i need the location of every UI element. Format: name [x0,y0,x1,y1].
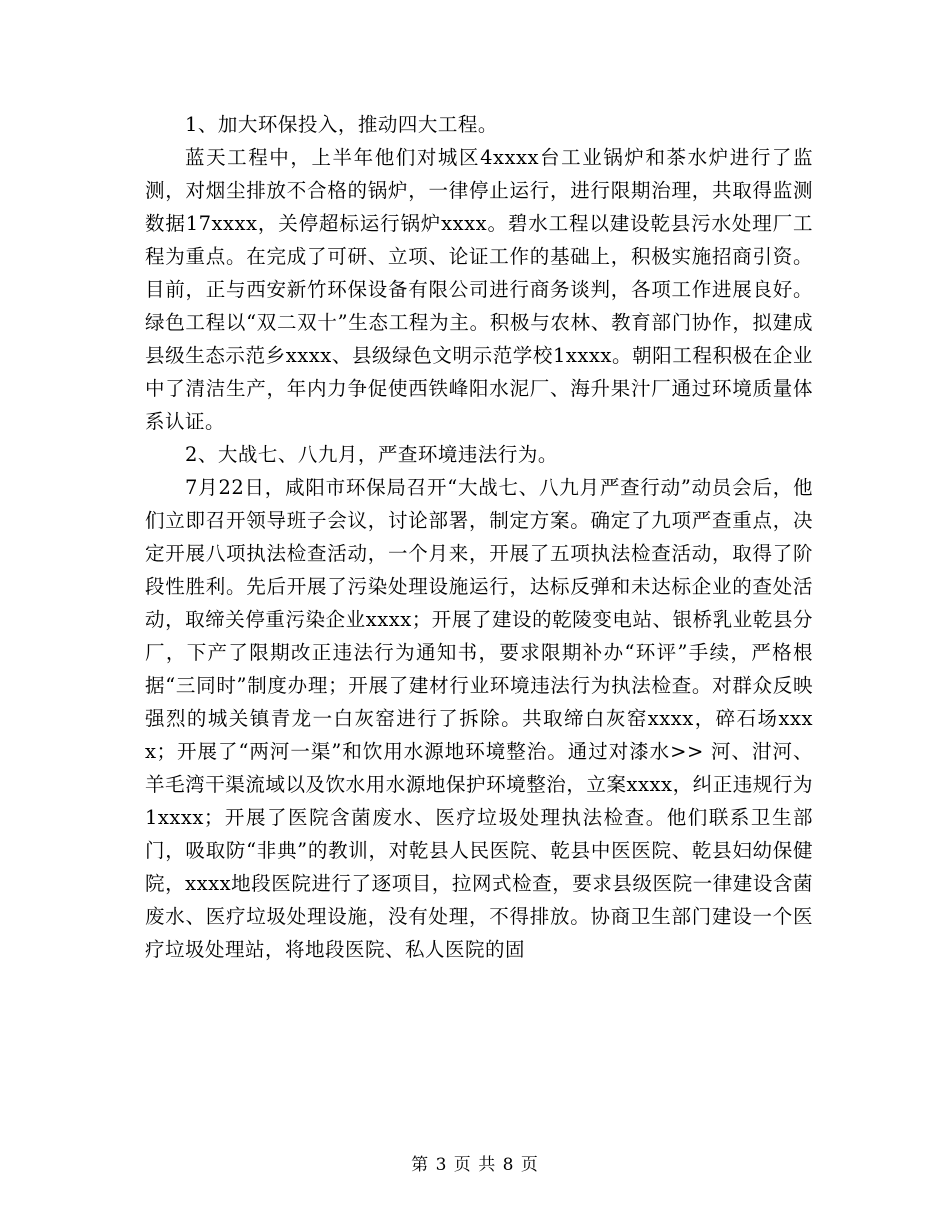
section-heading-1: 1、加大环保投入，推动四大工程。 [185,113,498,136]
page-footer [0,1150,950,1175]
paragraph-2: 7月22日，咸阳市环保局召开“大战七、八九月严查行动”动员会后，他们立即召开领导班子会议，讨论部署，制定方案。确定了九项严查重点，决定开展八项执法检查活动，一个月来，开展了五项执法检查活动，取得了阶段性胜利。先后开展了污染处理设施运行，达标反弹和未达标企业的查处活动，取缔关停重污染企业xxxx；开展了建设的乾陵变电站、银桥乳业乾县分厂，下产了限期改正违法行为通知书，要求限期补办“环评”手续，严格根据“三同时”制度办理；开展了建材行业环境违法行为执法检查。对群众反映强烈的城关镇青龙一白灰窑进行了拆除。共取缔白灰窑xxxx，碎石场xxxx；开展了“两河一渠”和饮用水源地环境整治。通过对漆水>> 河、泔河、羊毛湾干渠流域以及饮水用水源地保护环境整治，立案xxxx，纠正违规行为1xxxx；开展了医院含菌废水、医疗垃圾处理执法检查。他们联系卫生部门，吸取防“非典”的教训，对乾县人民医院、乾县中医医院、乾县妇幼保健院，xxxx地段医院进行了逐项目，拉网式检查，要求县级医院一律建设含菌废水、医疗垃圾处理设施，没有处理，不得排放。协商卫生部门建设一个医疗垃圾处理站，将地段医院、私人医院的固 [145,476,813,961]
document-body [145,108,813,966]
section-heading-2: 2、大战七、八九月，严查环境违法行为。 [185,443,558,466]
page-number-label: 第 3 页 共 8 页 [411,1155,539,1175]
paragraph-1: 蓝天工程中，上半年他们对城区4xxxx台工业锅炉和茶水炉进行了监测，对烟尘排放不合格的锅炉，一律停止运行，进行限期治理，共取得监测数据17xxxx，关停超标运行锅炉xxxx。碧水工程以建设乾县污水处理厂工程为重点。在完成了可研、立项、论证工作的基础上，积极实施招商引资。目前，正与西安新竹环保设备有限公司进行商务谈判，各项工作进展良好。绿色工程以“双二双十”生态工程为主。积极与农林、教育部门协作，拟建成县级生态示范乡xxxx、县级绿色文明示范学校1xxxx。朝阳工程积极在企业中了清洁生产，年内力争促使西铁峰阳水泥厂、海升果汁厂通过环境质量体系认证。 [145,146,813,433]
